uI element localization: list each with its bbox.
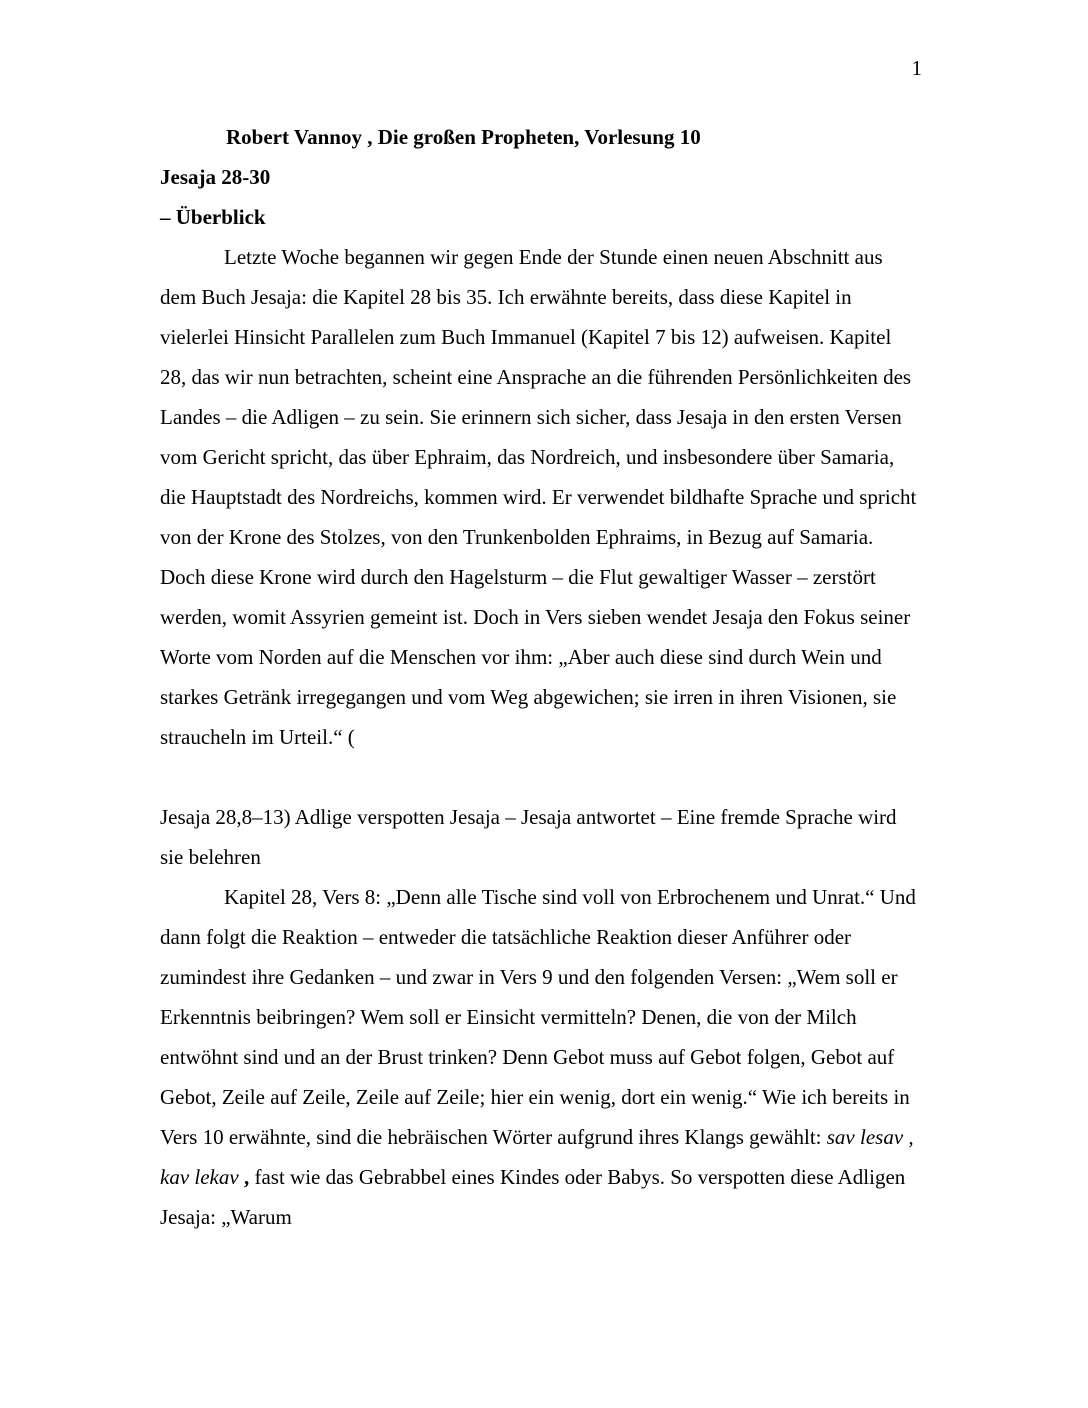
- paragraph-mockery: [160, 877, 922, 1237]
- page-number: 1: [911, 56, 922, 80]
- paragraph-overview: Letzte Woche begannen wir gegen Ende der Stunde einen neuen Abschnitt aus dem Buch Jesaja: die Kapitel 28 bis 35. Ich erwähnte bereits, dass diese Kapitel in vielerlei Hinsicht Parallelen zum Buch Immanuel (Kapitel 7 bis 12) aufweisen. Kapitel 28, das wir nun betrachten, scheint eine Ansprache an die führenden Persönlichkeiten des Landes – die Adligen – zu sein. Sie erinnern sich sicher, dass Jesaja in den ersten Versen vom Gericht spricht, das über Ephraim, das Nordreich, und insbesondere über Samaria, die Hauptstadt des Nordreichs, kommen wird. Er verwendet bildhafte Sprache und spricht von der Krone des Stolzes, von den Trunkenbolden Ephraims, in Bezug auf Samaria. Doch diese Krone wird durch den Hagelsturm – die Flut gewaltiger Wasser – zerstört werden, womit Assyrien gemeint ist. Doch in Vers sieben wendet Jesaja den Fokus seiner Worte vom Norden auf die Menschen vor ihm: „Aber auch diese sind durch Wein und starkes Getränk irregegangen und vom Weg abgewichen; sie irren in ihren Visionen, sie straucheln im Urteil.“ (: [160, 245, 917, 749]
- heading-passage: Jesaja 28-30: [160, 165, 271, 189]
- document-title: Robert Vannoy , Die großen Propheten, Vorlesung 10: [226, 125, 701, 149]
- heading-overview: – Überblick: [160, 205, 266, 229]
- paragraph-mockery-text: Kapitel 28, Vers 8: „Denn alle Tische sind voll von Erbrochenem und Unrat.“ Und dann folgt die Reaktion – entweder die tatsächliche Reaktion dieser Anführer oder zumindest ihre Gedanken – und zwar in Vers 9 und den folgenden Versen: „Wem soll er Erkenntnis beibringen? Wem soll er Einsicht vermitteln? Denen, die von der Milch entwöhnt sind und an der Brust trinken? Denn Gebot muss auf Gebot folgen, Gebot auf Gebot, Zeile auf Zeile, Zeile auf Zeile; hier ein wenig, dort ein wenig.“ Wie ich bereits in Vers 10 erwähnte, sind die hebräischen Wörter aufgrund ihres Klangs gewählt:: [160, 885, 916, 1149]
- paragraph-mockery-bold-comma: ,: [238, 1165, 255, 1189]
- hebrew-transliteration: sav lesav , kav lekav: [160, 1125, 914, 1189]
- paragraph-mockery-text-continued: fast wie das Gebrabbel eines Kindes oder Babys. So verspotten diese Adligen Jesaja: „Warum: [160, 1165, 906, 1229]
- section-heading: Jesaja 28,8–13) Adlige verspotten Jesaja – Jesaja antwortet – Eine fremde Sprache wird sie belehren: [160, 805, 897, 869]
